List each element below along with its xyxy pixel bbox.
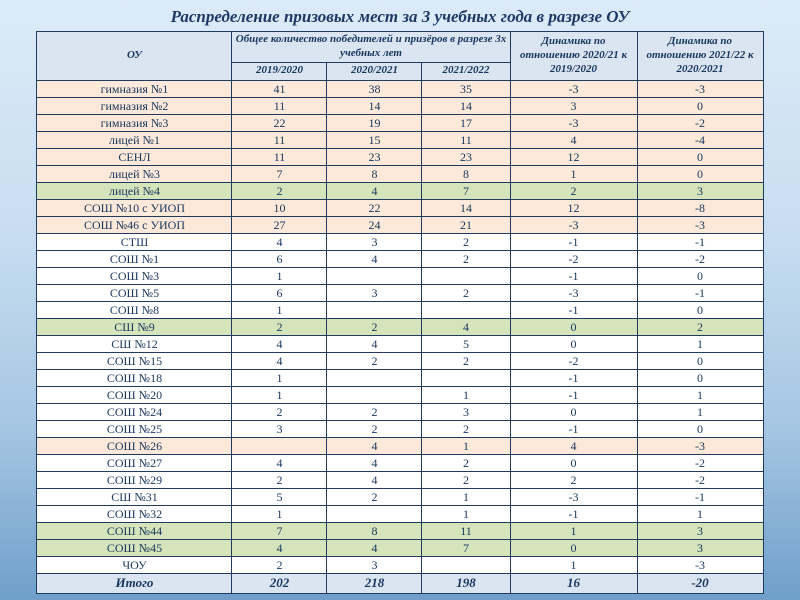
value-cell: 19	[327, 114, 422, 131]
value-cell: 23	[422, 148, 510, 165]
table-row	[37, 454, 763, 471]
table-row	[37, 386, 763, 403]
value-cell: 0	[510, 539, 637, 556]
value-cell: 1	[510, 522, 637, 539]
value-cell: 21	[422, 216, 510, 233]
value-cell: 7	[422, 182, 510, 199]
value-cell: 5	[232, 488, 327, 505]
value-cell: 4	[232, 454, 327, 471]
value-cell: 7	[422, 539, 510, 556]
value-cell: 1	[232, 267, 327, 284]
table-row	[37, 505, 763, 522]
value-cell: 1	[232, 301, 327, 318]
value-cell: 24	[327, 216, 422, 233]
value-cell: 4	[327, 539, 422, 556]
value-cell: 2	[637, 318, 763, 335]
value-cell: 1	[232, 505, 327, 522]
value-cell: 1	[510, 165, 637, 182]
value-cell: 2	[422, 233, 510, 250]
ou-name-cell: гимназия №2	[37, 97, 232, 114]
table-row	[37, 301, 763, 318]
table-row	[37, 97, 763, 114]
ou-name-cell: СШ №31	[37, 488, 232, 505]
value-cell: 0	[510, 335, 637, 352]
value-cell: -3	[510, 216, 637, 233]
value-cell: 3	[232, 420, 327, 437]
ou-name-cell: лицей №4	[37, 182, 232, 199]
value-cell: 2	[327, 352, 422, 369]
value-cell: 27	[232, 216, 327, 233]
value-cell	[327, 386, 422, 403]
value-cell: -2	[510, 352, 637, 369]
ou-name-cell: гимназия №3	[37, 114, 232, 131]
table-row	[37, 267, 763, 284]
value-cell: -4	[637, 131, 763, 148]
col-header-dynamics-2: Динамика по отношению 2021/22 к 2020/2021	[637, 32, 763, 81]
value-cell: -3	[637, 556, 763, 573]
ou-name-cell: СОШ №44	[37, 522, 232, 539]
results-table	[36, 31, 763, 594]
table-row	[37, 250, 763, 267]
value-cell: 1	[637, 505, 763, 522]
value-cell: 22	[232, 114, 327, 131]
value-cell: 6	[232, 284, 327, 301]
value-cell: 1	[510, 556, 637, 573]
value-cell: 12	[510, 199, 637, 216]
ou-name-cell: СОШ №15	[37, 352, 232, 369]
value-cell: 7	[232, 165, 327, 182]
value-cell: 3	[637, 182, 763, 199]
value-cell: 2	[422, 352, 510, 369]
ou-name-cell: СОШ №45	[37, 539, 232, 556]
total-value-2021-2022: 198	[422, 573, 510, 593]
value-cell: -1	[510, 386, 637, 403]
table-row	[37, 352, 763, 369]
ou-name-cell: СОШ №26	[37, 437, 232, 454]
value-cell: 2	[510, 471, 637, 488]
value-cell: 1	[637, 386, 763, 403]
col-header-dynamics-1: Динамика по отношению 2020/21 к 2019/2020	[510, 32, 637, 81]
value-cell: -1	[510, 233, 637, 250]
value-cell: 2	[232, 318, 327, 335]
col-header-year-2019-2020: 2019/2020	[232, 62, 327, 80]
value-cell: 2	[422, 471, 510, 488]
value-cell: 23	[327, 148, 422, 165]
value-cell: -1	[637, 233, 763, 250]
value-cell: 11	[232, 131, 327, 148]
value-cell: 1	[232, 369, 327, 386]
ou-name-cell: СОШ №32	[37, 505, 232, 522]
table-row	[37, 114, 763, 131]
total-row	[37, 573, 763, 593]
table-row	[37, 471, 763, 488]
value-cell: 11	[232, 97, 327, 114]
value-cell: 4	[327, 335, 422, 352]
ou-name-cell: лицей №1	[37, 131, 232, 148]
ou-name-cell: СОШ №25	[37, 420, 232, 437]
value-cell	[422, 301, 510, 318]
value-cell: -3	[637, 216, 763, 233]
value-cell: 0	[510, 403, 637, 420]
value-cell: 3	[327, 284, 422, 301]
table-row	[37, 335, 763, 352]
value-cell: 1	[422, 386, 510, 403]
ou-name-cell: СОШ №27	[37, 454, 232, 471]
value-cell: 2	[327, 403, 422, 420]
value-cell	[422, 556, 510, 573]
total-value-dynamics-1: 16	[510, 573, 637, 593]
value-cell: 35	[422, 80, 510, 97]
value-cell: 4	[327, 250, 422, 267]
value-cell: 41	[232, 80, 327, 97]
value-cell: -1	[510, 267, 637, 284]
value-cell: 3	[637, 539, 763, 556]
value-cell: -3	[510, 114, 637, 131]
table-row	[37, 233, 763, 250]
value-cell: 14	[422, 97, 510, 114]
value-cell: 0	[637, 267, 763, 284]
value-cell: -1	[637, 284, 763, 301]
value-cell: 1	[422, 488, 510, 505]
value-cell: -2	[637, 454, 763, 471]
table-row	[37, 148, 763, 165]
value-cell: 2	[422, 250, 510, 267]
value-cell: 4	[232, 233, 327, 250]
value-cell: 2	[422, 284, 510, 301]
value-cell: 0	[510, 454, 637, 471]
value-cell: 0	[637, 148, 763, 165]
value-cell: 3	[422, 403, 510, 420]
total-label: Итого	[37, 573, 232, 593]
col-header-year-2021-2022: 2021/2022	[422, 62, 510, 80]
value-cell: -8	[637, 199, 763, 216]
table-row	[37, 131, 763, 148]
ou-name-cell: СОШ №5	[37, 284, 232, 301]
value-cell: 15	[327, 131, 422, 148]
value-cell: 4	[327, 454, 422, 471]
value-cell: 6	[232, 250, 327, 267]
col-header-ou: ОУ	[37, 32, 232, 81]
table-row	[37, 437, 763, 454]
table-body	[37, 80, 763, 573]
ou-name-cell: СТШ	[37, 233, 232, 250]
ou-name-cell: СОШ №10 с УИОП	[37, 199, 232, 216]
value-cell: 0	[637, 420, 763, 437]
value-cell: 8	[422, 165, 510, 182]
table-row	[37, 556, 763, 573]
value-cell: 3	[637, 522, 763, 539]
value-cell: 0	[637, 369, 763, 386]
table-row	[37, 488, 763, 505]
value-cell	[422, 369, 510, 386]
value-cell: 2	[327, 420, 422, 437]
value-cell: -2	[637, 250, 763, 267]
value-cell: 17	[422, 114, 510, 131]
ou-name-cell: СОШ №3	[37, 267, 232, 284]
table-header	[37, 32, 763, 81]
value-cell	[327, 267, 422, 284]
total-value-dynamics-2: -20	[637, 573, 763, 593]
value-cell: 7	[232, 522, 327, 539]
value-cell: 14	[422, 199, 510, 216]
ou-name-cell: лицей №3	[37, 165, 232, 182]
value-cell: 1	[232, 386, 327, 403]
value-cell: -1	[510, 420, 637, 437]
value-cell: -3	[637, 80, 763, 97]
value-cell: 12	[510, 148, 637, 165]
value-cell: 2	[327, 318, 422, 335]
value-cell: 4	[422, 318, 510, 335]
value-cell: 5	[422, 335, 510, 352]
value-cell	[327, 301, 422, 318]
table-row	[37, 216, 763, 233]
value-cell: 4	[232, 335, 327, 352]
table-row	[37, 318, 763, 335]
value-cell: 0	[637, 165, 763, 182]
header-row-1	[37, 32, 763, 63]
ou-name-cell: СШ №12	[37, 335, 232, 352]
value-cell: 14	[327, 97, 422, 114]
ou-name-cell: СОШ №1	[37, 250, 232, 267]
ou-name-cell: СШ №9	[37, 318, 232, 335]
value-cell: 1	[637, 403, 763, 420]
value-cell: -3	[510, 488, 637, 505]
value-cell: 0	[510, 318, 637, 335]
value-cell: 2	[232, 556, 327, 573]
value-cell	[232, 437, 327, 454]
ou-name-cell: СЕНЛ	[37, 148, 232, 165]
value-cell: 3	[327, 556, 422, 573]
value-cell: 2	[232, 182, 327, 199]
value-cell: 2	[232, 471, 327, 488]
ou-name-cell: СОШ №24	[37, 403, 232, 420]
value-cell: -1	[510, 505, 637, 522]
value-cell	[422, 267, 510, 284]
table-row	[37, 420, 763, 437]
value-cell: 1	[422, 437, 510, 454]
value-cell: -1	[510, 301, 637, 318]
value-cell: -2	[637, 471, 763, 488]
value-cell: 11	[232, 148, 327, 165]
value-cell: 1	[422, 505, 510, 522]
value-cell: 0	[637, 352, 763, 369]
value-cell: 0	[637, 301, 763, 318]
table-footer	[37, 573, 763, 593]
table-row	[37, 369, 763, 386]
value-cell: 3	[327, 233, 422, 250]
value-cell: 4	[327, 471, 422, 488]
value-cell: 11	[422, 522, 510, 539]
value-cell: 11	[422, 131, 510, 148]
value-cell: 4	[232, 539, 327, 556]
ou-name-cell: ЧОУ	[37, 556, 232, 573]
value-cell: 4	[232, 352, 327, 369]
value-cell: 0	[637, 97, 763, 114]
value-cell: 2	[327, 488, 422, 505]
total-value-2019-2020: 202	[232, 573, 327, 593]
value-cell: -3	[637, 437, 763, 454]
col-header-group: Общее количество победителей и призёров в разрезе 3х учебных лет	[232, 32, 510, 63]
value-cell: -3	[510, 284, 637, 301]
table-row	[37, 539, 763, 556]
total-value-2020-2021: 218	[327, 573, 422, 593]
table-row	[37, 199, 763, 216]
value-cell: 38	[327, 80, 422, 97]
table-row	[37, 182, 763, 199]
table-row	[37, 403, 763, 420]
page-title: Распределение призовых мест за 3 учебных года в разрезе ОУ	[170, 7, 630, 26]
table-row	[37, 165, 763, 182]
table-row	[37, 522, 763, 539]
value-cell: 2	[232, 403, 327, 420]
value-cell	[327, 505, 422, 522]
value-cell: -2	[510, 250, 637, 267]
value-cell: -3	[510, 80, 637, 97]
ou-name-cell: СОШ №20	[37, 386, 232, 403]
ou-name-cell: СОШ №29	[37, 471, 232, 488]
value-cell: 3	[510, 97, 637, 114]
value-cell	[327, 369, 422, 386]
col-header-year-2020-2021: 2020/2021	[327, 62, 422, 80]
value-cell: 8	[327, 165, 422, 182]
value-cell: 4	[510, 131, 637, 148]
value-cell: 2	[510, 182, 637, 199]
table-row	[37, 80, 763, 97]
value-cell: 1	[637, 335, 763, 352]
value-cell: -1	[510, 369, 637, 386]
ou-name-cell: СОШ №8	[37, 301, 232, 318]
value-cell: -1	[637, 488, 763, 505]
value-cell: 22	[327, 199, 422, 216]
value-cell: 4	[327, 182, 422, 199]
value-cell: 8	[327, 522, 422, 539]
value-cell: 4	[510, 437, 637, 454]
ou-name-cell: СОШ №46 с УИОП	[37, 216, 232, 233]
value-cell: 2	[422, 420, 510, 437]
ou-name-cell: гимназия №1	[37, 80, 232, 97]
ou-name-cell: СОШ №18	[37, 369, 232, 386]
value-cell: 2	[422, 454, 510, 471]
value-cell: -2	[637, 114, 763, 131]
value-cell: 10	[232, 199, 327, 216]
table-row	[37, 284, 763, 301]
value-cell: 4	[327, 437, 422, 454]
